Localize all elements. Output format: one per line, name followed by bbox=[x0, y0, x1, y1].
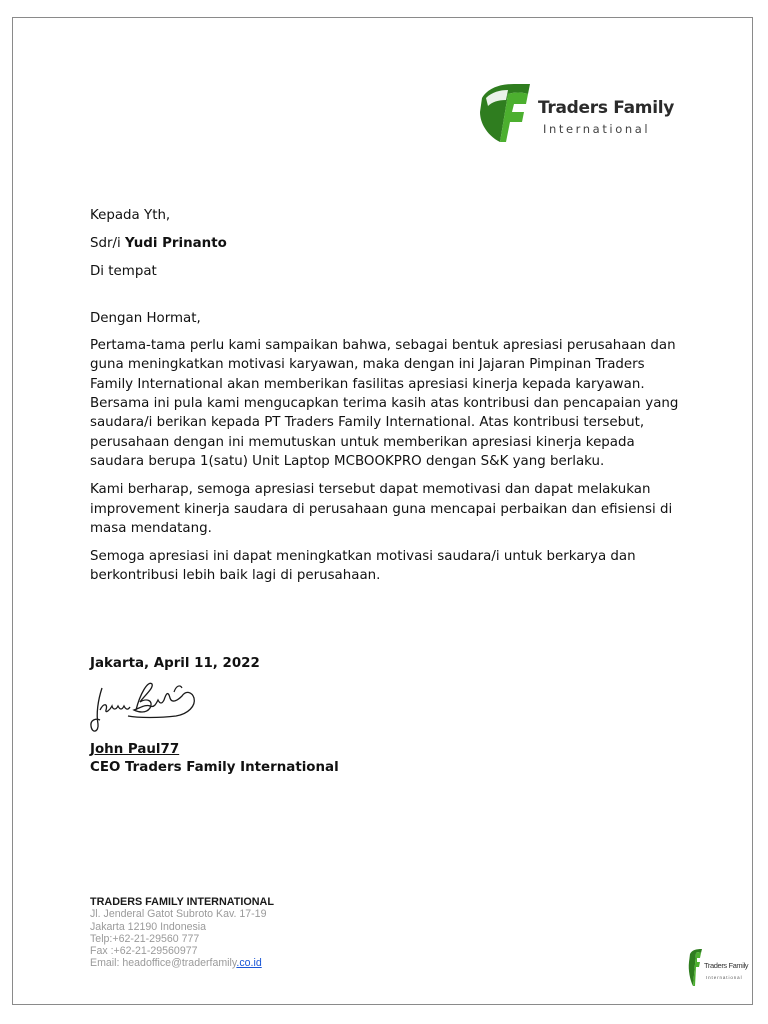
logo-brand-sub: International bbox=[543, 122, 651, 136]
recipient-prefix: Sdr/i bbox=[90, 235, 125, 251]
recipient-name: Yudi Prinanto bbox=[125, 235, 227, 251]
recipient-block bbox=[90, 206, 680, 281]
recipient-name-line bbox=[90, 234, 680, 253]
recipient-greeting: Kepada Yth, bbox=[90, 208, 171, 223]
paragraph-3: Semoga apresiasi ini dapat meningkatkan motivasi saudara/i untuk berkarya dan berkontribusi lebih baik lagi di perusahaan. bbox=[90, 549, 636, 584]
footer-logo-mark-icon bbox=[688, 948, 703, 988]
footer-logo-name: Traders Family bbox=[704, 961, 749, 970]
recipient-location: Di tempat bbox=[90, 263, 157, 279]
footer-logo-sub: International bbox=[706, 975, 743, 980]
logo-mark-icon bbox=[478, 84, 533, 142]
letter-body bbox=[90, 206, 680, 595]
paragraph-2: Kami berharap, semoga apresiasi tersebut dapat memotivasi dan dapat melakukan improvement kinerja saudara di perusahaan guna mencapai perbaikan dan efisiensi di masa mendatang. bbox=[90, 482, 673, 536]
paragraph-1: Pertama-tama perlu kami sampaikan bahwa, sebagai bentuk apresiasi perusahaan dan guna meningkatkan motivasi karyawan, maka dengan ini Jajaran Pimpinan Traders Family International akan memberikan fasilitas apresiasi kinerja kepada karyawan. Bersama ini pula kami mengucapkan terima kasih atas kontribusi dan pencapaian yang saudara/i berikan kepada PT Traders Family International. Atas kontribusi tersebut, perusahaan dengan ini memutuskan untuk memberikan apresiasi kinerja kepada saudara berupa 1(satu) Unit Laptop MCBOOKPRO dengan S&K yang berlaku. bbox=[90, 338, 679, 469]
footer-email bbox=[90, 957, 274, 969]
company-logo bbox=[478, 84, 678, 142]
footer-address-2: Jakarta 12190 Indonesia bbox=[90, 920, 207, 933]
date-line: Jakarta, April 11, 2022 bbox=[90, 656, 260, 671]
signer-name: John Paul77 bbox=[90, 742, 180, 757]
footer-address-1: Jl. Jenderal Gatot Subroto Kav. 17-19 bbox=[90, 908, 267, 921]
footer-company: TRADERS FAMILY INTERNATIONAL bbox=[90, 896, 274, 908]
footer-email-link[interactable]: .co.id bbox=[236, 957, 262, 970]
logo-brand-name: Traders Family bbox=[538, 98, 675, 118]
footer-email-text: Email: headoffice@traderfamily bbox=[90, 957, 237, 970]
footer-address bbox=[90, 896, 274, 970]
footer-fax: Fax :+62-21-29560977 bbox=[90, 945, 198, 958]
signature bbox=[88, 680, 213, 740]
signer-block bbox=[90, 741, 339, 776]
salutation: Dengan Hormat, bbox=[90, 310, 201, 326]
signer-title: CEO Traders Family International bbox=[90, 759, 339, 775]
footer-phone: Telp:+62-21-29560 777 bbox=[90, 932, 200, 945]
footer-logo bbox=[688, 948, 749, 990]
